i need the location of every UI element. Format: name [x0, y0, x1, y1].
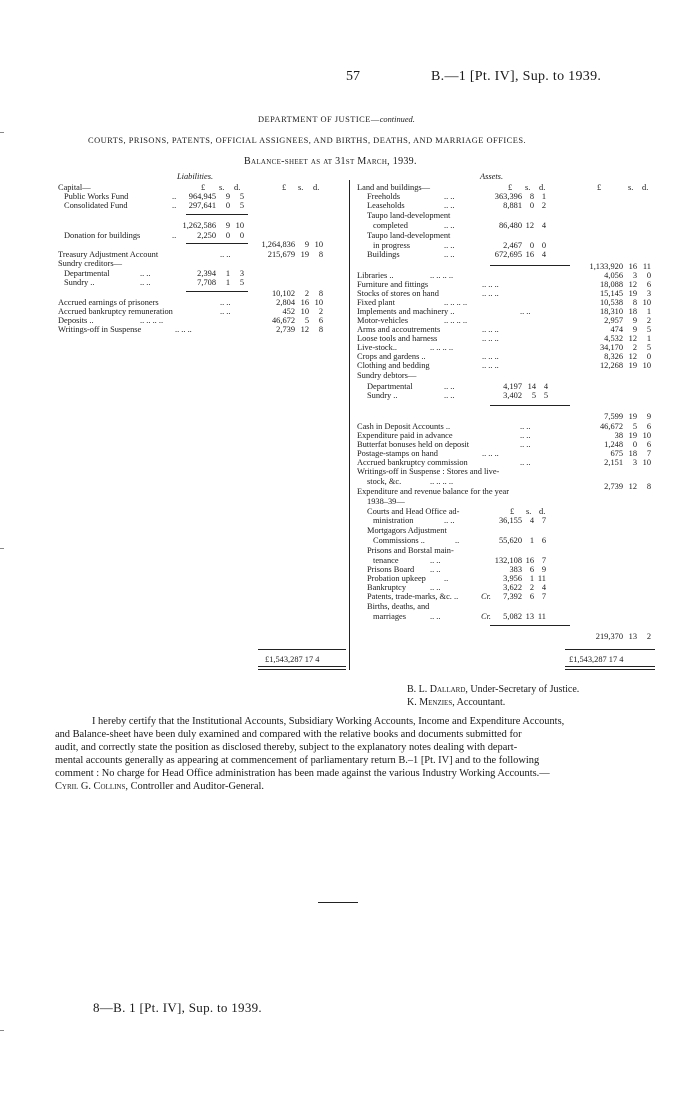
- asset-item-shillings: 12: [628, 334, 637, 343]
- column-divider: [349, 180, 350, 670]
- asset-item-dots: .. ..: [520, 458, 531, 467]
- asset-item-dots: .. ..: [520, 431, 531, 440]
- prisons-pence: 7: [541, 556, 546, 565]
- asset-item-pence: 10: [642, 458, 651, 467]
- deposits-pounds: 46,672: [271, 316, 295, 325]
- rule-creditors: [186, 291, 248, 292]
- probation-dots: ..: [444, 574, 449, 583]
- asset-item-dots: .. .. ..: [482, 352, 499, 361]
- sub1-shillings: 9: [225, 221, 230, 230]
- asset-item-pence: 2: [646, 316, 651, 325]
- asset-item-label: Crops and gardens ..: [357, 352, 426, 361]
- prisons-shillings: 16: [525, 556, 534, 565]
- courts-line1: Courts and Head Office ad-: [367, 507, 460, 516]
- donation-pounds: 2,250: [197, 231, 216, 240]
- expenditure-total-pence: 2: [646, 632, 651, 641]
- buildings-pence: 4: [541, 250, 546, 259]
- taupo-progress-dots: .. ..: [444, 241, 455, 250]
- asset-item-shillings: 3: [632, 271, 637, 280]
- certification-line: I hereby certify that the Institutional Accounts, Subsidiary Working Accounts, Income and Expenditure Accounts,: [92, 716, 565, 727]
- liab-col2-shilling: s.: [298, 183, 304, 192]
- creditors-total-pounds: 10,102: [271, 289, 295, 298]
- treasury-label: Treasury Adjustment Account: [58, 250, 159, 259]
- asset-item-shillings: 19: [628, 289, 637, 298]
- expenditure-total-shillings: 13: [628, 632, 637, 641]
- deposits-pence: 6: [318, 316, 323, 325]
- patents-pounds: 7,392: [503, 592, 522, 601]
- sundry-debtors-label: Sundry debtors—: [357, 371, 417, 380]
- asset-col2-shilling: s.: [628, 183, 634, 192]
- writings-off-shillings: 12: [300, 325, 309, 334]
- creditor-dept-shillings: 1: [225, 269, 230, 278]
- liab-col1-pence: d.: [234, 183, 241, 192]
- debtor-sundry-label: Sundry ..: [367, 391, 398, 400]
- prisons-board-shillings: 6: [529, 565, 534, 574]
- taupo-completed-dots: .. ..: [444, 221, 455, 230]
- asset-col1-pence: d.: [539, 183, 546, 192]
- donation-label: Donation for buildings: [64, 231, 141, 240]
- freeholds-dots: .. ..: [444, 192, 455, 201]
- asset-item-pence: 10: [642, 361, 651, 370]
- births-label: marriages: [373, 612, 407, 621]
- freeholds-shillings: 8: [529, 192, 534, 201]
- writings-off-stores-line1: Writings-off in Suspense : Stores and live-: [357, 467, 500, 476]
- asset-item-shillings: 12: [628, 280, 637, 289]
- asset-item-shillings: 18: [628, 449, 637, 458]
- births-dots: .. ..: [430, 612, 441, 621]
- debtor-sundry-dots: .. ..: [444, 391, 455, 400]
- page-number: 57: [346, 69, 360, 84]
- probation-shillings: 1: [529, 574, 534, 583]
- asset-item-pence: 6: [646, 280, 651, 289]
- leaseholds-shillings: 0: [529, 201, 534, 210]
- treasury-shillings: 19: [300, 250, 309, 259]
- bankruptcy-pence: 4: [541, 583, 546, 592]
- leaseholds-pounds: 8,881: [503, 201, 522, 210]
- births-shillings: 13: [525, 612, 534, 621]
- expenditure-balance-line2: 1938–39—: [367, 497, 405, 506]
- asset-item-label: Postage-stamps on hand: [357, 449, 438, 458]
- asset-item-pounds: 15,145: [599, 289, 623, 298]
- mortgagors-pence: 6: [541, 536, 546, 545]
- asset-item-shillings: 18: [628, 307, 637, 316]
- prisoners-pence: 10: [314, 298, 323, 307]
- liab-col2-pence: d.: [313, 183, 320, 192]
- deposits-label: Deposits ..: [58, 316, 94, 325]
- rule-expenditure: [490, 625, 570, 626]
- debtor-sundry-pounds: 3,402: [503, 391, 522, 400]
- asset-item-dots: .. .. .. ..: [430, 271, 454, 280]
- asset-item-label: Implements and machinery ..: [357, 307, 455, 316]
- rule-capital-sub: [186, 214, 248, 215]
- department-title: DEPARTMENT OF JUSTICE—continued.: [258, 115, 415, 124]
- asset-item-pounds: 2,151: [604, 458, 623, 467]
- writings-off-stores-shillings: 12: [628, 482, 637, 491]
- leaseholds-pence: 2: [541, 201, 546, 210]
- asset-item-dots: .. .. .. ..: [430, 343, 454, 352]
- signature-under-secretary: B. L. Dallard, Under-Secretary of Justice.: [407, 684, 580, 695]
- asset-col1-shilling: s.: [525, 183, 531, 192]
- asset-item-pounds: 474: [610, 325, 623, 334]
- asset-item-dots: .. .. ..: [482, 449, 499, 458]
- assets-total: £1,543,287 17 4: [569, 655, 624, 664]
- freeholds-pounds: 363,396: [494, 192, 522, 201]
- asset-item-pence: 10: [642, 298, 651, 307]
- bankruptcy-pounds: 3,622: [503, 583, 522, 592]
- creditors-total-shillings: 2: [304, 289, 309, 298]
- taupo-completed-pence: 4: [541, 221, 546, 230]
- bankruptcy-label: Bankruptcy: [367, 583, 407, 592]
- asset-item-pence: 5: [646, 343, 651, 352]
- writings-off-pounds: 2,739: [276, 325, 295, 334]
- asset-item-label: Cash in Deposit Accounts ..: [357, 422, 451, 431]
- asset-item-pence: 1: [646, 334, 651, 343]
- taupo-completed-pounds: 86,480: [498, 221, 522, 230]
- debtors-total-pounds: 7,599: [604, 412, 623, 421]
- exp-col-pound: £: [510, 507, 515, 516]
- asset-item-pounds: 2,957: [604, 316, 623, 325]
- expenditure-total-pounds: 219,370: [595, 632, 623, 641]
- prisons-line1: Prisons and Borstal main-: [367, 546, 454, 555]
- mortgagors-dots: ..: [455, 536, 460, 545]
- births-pence: 11: [537, 612, 546, 621]
- debtor-dept-dots: .. ..: [444, 382, 455, 391]
- patents-shillings: 6: [529, 592, 534, 601]
- asset-item-dots: .. .. ..: [482, 280, 499, 289]
- taupo-completed-line1: Taupo land-development: [367, 211, 451, 220]
- footer-reference: 8—B. 1 [Pt. IV], Sup. to 1939.: [93, 1000, 262, 1015]
- creditor-sundry-label: Sundry ..: [64, 278, 95, 287]
- treasury-pence: 8: [318, 250, 323, 259]
- buildings-pounds: 672,695: [494, 250, 522, 259]
- asset-item-shillings: 5: [632, 422, 637, 431]
- asset-item-pounds: 18,088: [599, 280, 623, 289]
- prisoners-pounds: 2,804: [276, 298, 295, 307]
- asset-item-pounds: 4,532: [604, 334, 623, 343]
- births-line1: Births, deaths, and: [367, 602, 430, 611]
- asset-item-shillings: 3: [632, 458, 637, 467]
- rule-assets-total-bottom: [565, 666, 655, 670]
- debtor-dept-pence: 4: [543, 382, 548, 391]
- section-separator: [318, 902, 358, 903]
- balance-sheet-title: Balance-sheet as at 31st March, 1939.: [244, 156, 417, 167]
- leaseholds-dots: .. ..: [444, 201, 455, 210]
- asset-item-label: Accrued bankruptcy commission: [357, 458, 468, 467]
- buildings-shillings: 16: [525, 250, 534, 259]
- asset-item-dots: .. .. .. ..: [444, 316, 468, 325]
- courts-pounds: 36,155: [498, 516, 522, 525]
- certification-line: mental accounts generally as appearing at commencement of parliamentary return B.–1 [Pt. IV] and to the following: [55, 755, 540, 766]
- buildings-dots: .. ..: [444, 250, 455, 259]
- asset-item-label: Butterfat bonuses held on deposit: [357, 440, 470, 449]
- asset-item-dots: .. .. ..: [482, 325, 499, 334]
- courts-label: ministration: [373, 516, 414, 525]
- debtor-dept-shillings: 14: [527, 382, 536, 391]
- rule-donation: [186, 243, 248, 244]
- prisons-pounds: 132,108: [494, 556, 522, 565]
- asset-item-pounds: 38: [614, 431, 623, 440]
- asset-col1-pound: £: [508, 183, 513, 192]
- certification-line: comment : No charge for Head Office administration has been made against the various Industry Working Accounts.—: [55, 768, 550, 779]
- probation-label: Probation upkeep: [367, 574, 426, 583]
- pwf-dots: ..: [172, 192, 177, 201]
- cf-shillings: 0: [225, 201, 230, 210]
- assets-heading: Assets.: [480, 172, 504, 181]
- pwf-shillings: 9: [225, 192, 230, 201]
- asset-item-dots: .. ..: [520, 440, 531, 449]
- creditor-dept-label: Departmental: [64, 269, 110, 278]
- capital-label: Capital—: [58, 183, 91, 192]
- prisoners-label: Accrued earnings of prisoners: [58, 298, 159, 307]
- asset-item-pence: 1: [646, 307, 651, 316]
- sub1-pounds: 1,262,586: [182, 221, 216, 230]
- asset-item-dots: .. ..: [520, 307, 531, 316]
- bankruptcy-remuneration-pounds: 452: [282, 307, 295, 316]
- asset-item-pounds: 34,170: [599, 343, 623, 352]
- asset-item-shillings: 0: [632, 440, 637, 449]
- signature-accountant: K. Menzies, Accountant.: [407, 697, 506, 708]
- capital-total-pounds: 1,264,836: [261, 240, 295, 249]
- asset-item-pounds: 10,538: [599, 298, 623, 307]
- writings-off-label: Writings-off in Suspense: [58, 325, 142, 334]
- bankruptcy-shillings: 2: [529, 583, 534, 592]
- writings-off-stores-dots: .. .. .. ..: [430, 477, 454, 486]
- asset-item-label: Motor-vehicles: [357, 316, 408, 325]
- asset-item-pounds: 8,326: [604, 352, 623, 361]
- asset-item-pounds: 1,248: [604, 440, 623, 449]
- margin-mark: [0, 548, 4, 549]
- births-credit-mark: Cr.: [481, 612, 492, 621]
- freeholds-pence: 1: [541, 192, 546, 201]
- liab-col1-shilling: s.: [219, 183, 225, 192]
- debtor-sundry-pence: 5: [543, 391, 548, 400]
- asset-item-shillings: 19: [628, 361, 637, 370]
- asset-item-label: Fixed plant: [357, 298, 395, 307]
- taupo-progress-shillings: 0: [529, 241, 534, 250]
- deposits-dots: .. .. .. ..: [140, 316, 164, 325]
- asset-item-pounds: 12,268: [599, 361, 623, 370]
- creditor-dept-dots: .. ..: [140, 269, 151, 278]
- asset-item-label: Arms and accoutrements: [357, 325, 441, 334]
- prisons-board-dots: .. ..: [430, 565, 441, 574]
- taupo-progress-pence: 0: [541, 241, 546, 250]
- rule-liabilities-total-top: [258, 649, 346, 650]
- debtors-total-pence: 9: [646, 412, 651, 421]
- certification-line: and Balance-sheet have been duly examined and compared with the relative books and documents submitted for: [55, 729, 522, 740]
- prisoners-dots: .. ..: [220, 298, 231, 307]
- asset-item-shillings: 9: [632, 316, 637, 325]
- asset-item-pounds: 46,672: [599, 422, 623, 431]
- taupo-progress-line1: Taupo land-development: [367, 231, 451, 240]
- debtor-dept-pounds: 4,197: [503, 382, 522, 391]
- treasury-pounds: 215,679: [267, 250, 295, 259]
- donation-dots: ..: [172, 231, 177, 240]
- creditor-sundry-shillings: 1: [225, 278, 230, 287]
- asset-item-label: Expenditure paid in advance: [357, 431, 453, 440]
- courts-dots: .. ..: [444, 516, 455, 525]
- mortgagors-pounds: 55,620: [498, 536, 522, 545]
- bankruptcy-dots: .. ..: [430, 583, 441, 592]
- cf-pence: 5: [239, 201, 244, 210]
- taupo-progress-label: in progress: [373, 241, 410, 250]
- courts-shillings: 4: [529, 516, 534, 525]
- cf-pounds: 297,641: [188, 201, 216, 210]
- asset-item-pence: 6: [646, 440, 651, 449]
- asset-item-pence: 7: [646, 449, 651, 458]
- prisons-board-label: Prisons Board: [367, 565, 415, 574]
- asset-item-pence: 6: [646, 422, 651, 431]
- patents-pence: 7: [541, 592, 546, 601]
- sundry-creditors-label: Sundry creditors—: [58, 259, 122, 268]
- exp-col-pence: d.: [539, 507, 546, 516]
- asset-item-pence: 0: [646, 271, 651, 280]
- bankruptcy-remuneration-label: Accrued bankruptcy remuneration: [58, 307, 173, 316]
- asset-item-shillings: 19: [628, 431, 637, 440]
- deposits-shillings: 5: [304, 316, 309, 325]
- cf-dots: ..: [172, 201, 177, 210]
- debtor-sundry-shillings: 5: [531, 391, 536, 400]
- writings-off-stores-label: stock, &c.: [367, 477, 402, 486]
- certification-signer: Cyril G. Collins, Controller and Auditor-General.: [55, 781, 264, 792]
- asset-item-label: Live-stock..: [357, 343, 398, 352]
- asset-item-label: Libraries ..: [357, 271, 394, 280]
- mortgagors-label: Commissions ..: [373, 536, 425, 545]
- bankruptcy-remuneration-pence: 2: [318, 307, 323, 316]
- liab-col2-pound: £: [282, 183, 287, 192]
- prisons-board-pence: 9: [541, 565, 546, 574]
- asset-item-shillings: 2: [632, 343, 637, 352]
- bankruptcy-remuneration-dots: .. ..: [220, 307, 231, 316]
- taupo-progress-pounds: 2,467: [503, 241, 522, 250]
- debtors-total-shillings: 19: [628, 412, 637, 421]
- document-reference: B.—1 [Pt. IV], Sup. to 1939.: [431, 69, 602, 84]
- liabilities-heading: Liabilities.: [177, 172, 214, 181]
- capital-total-pence: 10: [314, 240, 323, 249]
- asset-col2-pound: £: [597, 183, 602, 192]
- land-total-pence: 11: [642, 262, 651, 271]
- creditor-sundry-pounds: 7,708: [197, 278, 216, 287]
- asset-item-pence: 3: [646, 289, 651, 298]
- creditor-dept-pounds: 2,394: [197, 269, 216, 278]
- creditor-dept-pence: 3: [239, 269, 244, 278]
- creditor-sundry-dots: .. ..: [140, 278, 151, 287]
- rule-assets-total-top: [565, 649, 655, 650]
- probation-pence: 11: [537, 574, 546, 583]
- taupo-completed-label: completed: [373, 221, 408, 230]
- land-total-shillings: 16: [628, 262, 637, 271]
- creditors-total-pence: 8: [318, 289, 323, 298]
- asset-item-dots: .. .. ..: [482, 334, 499, 343]
- asset-item-shillings: 8: [632, 298, 637, 307]
- rule-land: [490, 265, 570, 266]
- donation-pence: 0: [239, 231, 244, 240]
- pwf-pence: 5: [239, 192, 244, 201]
- land-buildings-label: Land and buildings—: [357, 183, 431, 192]
- certification-line: audit, and correctly state the position as disclosed thereby, subject to the explanatory notes dealing with depart-: [55, 742, 518, 753]
- exp-col-shilling: s.: [526, 507, 532, 516]
- asset-item-dots: .. .. ..: [482, 361, 499, 370]
- rule-debtors: [490, 405, 570, 406]
- mortgagors-line1: Mortgagors Adjustment: [367, 526, 447, 535]
- writings-off-dots: .. .. ..: [175, 325, 192, 334]
- land-total-pounds: 1,133,920: [589, 262, 623, 271]
- asset-item-pence: 0: [646, 352, 651, 361]
- pwf-label: Public Works Fund: [64, 192, 129, 201]
- creditor-sundry-pence: 5: [239, 278, 244, 287]
- margin-mark: [0, 132, 4, 133]
- asset-item-pence: 10: [642, 431, 651, 440]
- courts-pence: 7: [541, 516, 546, 525]
- cf-label: Consolidated Fund: [64, 201, 128, 210]
- asset-item-dots: .. .. ..: [482, 289, 499, 298]
- asset-col2-pence: d.: [642, 183, 649, 192]
- asset-item-label: Loose tools and harness: [357, 334, 438, 343]
- asset-item-shillings: 9: [632, 325, 637, 334]
- patents-credit-mark: Cr.: [481, 592, 492, 601]
- asset-item-pounds: 18,310: [599, 307, 623, 316]
- leaseholds-label: Leaseholds: [367, 201, 405, 210]
- writings-off-pence: 8: [318, 325, 323, 334]
- pwf-pounds: 964,945: [188, 192, 216, 201]
- asset-item-label: Clothing and bedding: [357, 361, 430, 370]
- rule-liabilities-total-bottom: [258, 666, 346, 670]
- liabilities-total: £1,543,287 17 4: [265, 655, 320, 664]
- expenditure-balance-line1: Expenditure and revenue balance for the year: [357, 487, 510, 496]
- asset-item-label: Furniture and fittings: [357, 280, 429, 289]
- asset-item-label: Stocks of stores on hand: [357, 289, 439, 298]
- asset-item-pence: 5: [646, 325, 651, 334]
- asset-item-dots: .. ..: [520, 422, 531, 431]
- freeholds-label: Freeholds: [367, 192, 401, 201]
- buildings-label: Buildings: [367, 250, 400, 259]
- prisons-board-pounds: 383: [509, 565, 522, 574]
- treasury-dots: .. ..: [220, 250, 231, 259]
- probation-pounds: 3,956: [503, 574, 522, 583]
- debtor-dept-label: Departmental: [367, 382, 413, 391]
- bankruptcy-remuneration-shillings: 10: [300, 307, 309, 316]
- births-pounds: 5,082: [503, 612, 522, 621]
- asset-item-dots: .. .. .. ..: [444, 298, 468, 307]
- capital-total-shillings: 9: [304, 240, 309, 249]
- liab-col1-pound: £: [201, 183, 206, 192]
- taupo-completed-shillings: 12: [525, 221, 534, 230]
- donation-shillings: 0: [225, 231, 230, 240]
- margin-mark: [0, 1030, 4, 1031]
- patents-label: Patents, trade-marks, &c. ..: [367, 592, 459, 601]
- asset-item-shillings: 12: [628, 352, 637, 361]
- sub1-pence: 10: [235, 221, 244, 230]
- prisons-label: tenance: [373, 556, 399, 565]
- asset-item-pounds: 675: [610, 449, 623, 458]
- writings-off-stores-pence: 8: [646, 482, 651, 491]
- prisons-dots: .. ..: [430, 556, 441, 565]
- mortgagors-shillings: 1: [529, 536, 534, 545]
- writings-off-stores-pounds: 2,739: [604, 482, 623, 491]
- section-subtitle: COURTS, PRISONS, PATENTS, OFFICIAL ASSIGNEES, AND BIRTHS, DEATHS, AND MARRIAGE OFFICES.: [88, 136, 527, 145]
- prisoners-shillings: 16: [300, 298, 309, 307]
- asset-item-pounds: 4,056: [604, 271, 623, 280]
